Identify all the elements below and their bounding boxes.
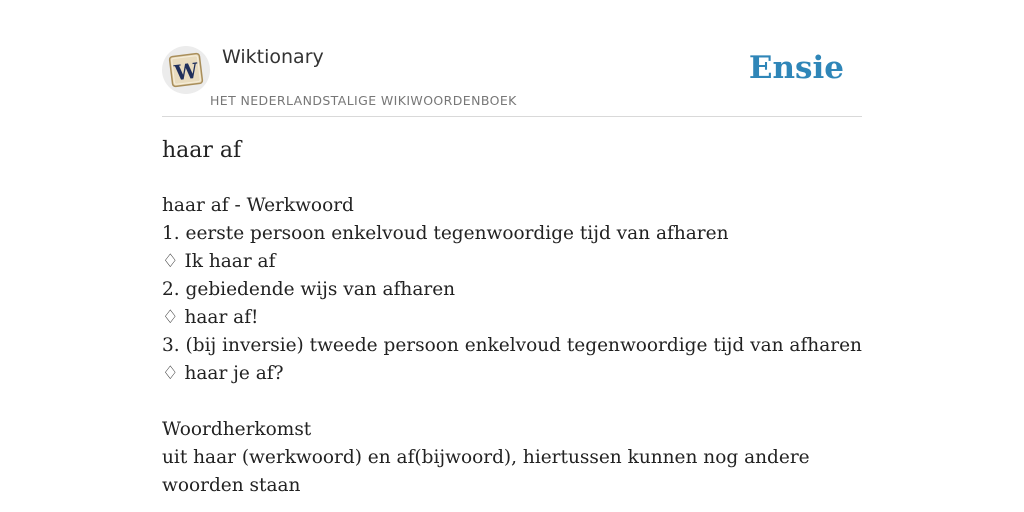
svg-text:W: W [172, 57, 200, 86]
spacer [162, 388, 842, 416]
ensie-brand-link[interactable]: Ensie [748, 50, 844, 86]
definition-line: 2. gebiedende wijs van afharen [162, 279, 456, 300]
definition-content [162, 192, 862, 500]
entry-heading: haar af - Werkwoord [162, 195, 354, 216]
example-line: ♢ haar af! [162, 307, 259, 328]
wiktionary-tile-icon [166, 50, 206, 90]
etymology-heading: Woordherkomst [162, 419, 312, 440]
site-tagline: HET NEDERLANDSTALIGE WIKIWOORDENBOEK [210, 93, 517, 108]
site-header [162, 40, 862, 117]
definition-line: 3. (bij inversie) tweede persoon enkelvoud tegenwoordige tijd van afharen [162, 335, 862, 356]
example-line: ♢ haar je af? [162, 363, 284, 384]
definition-line: 1. eerste persoon enkelvoud tegenwoordige tijd van afharen [162, 223, 729, 244]
wiktionary-logo[interactable] [162, 46, 210, 94]
etymology-text: uit haar (werkwoord) en af(bijwoord), hiertussen kunnen nog andere woorden staan [162, 447, 810, 496]
example-line: ♢ Ik haar af [162, 251, 276, 272]
page-title: haar af [162, 138, 242, 163]
site-name[interactable]: Wiktionary [222, 46, 324, 68]
